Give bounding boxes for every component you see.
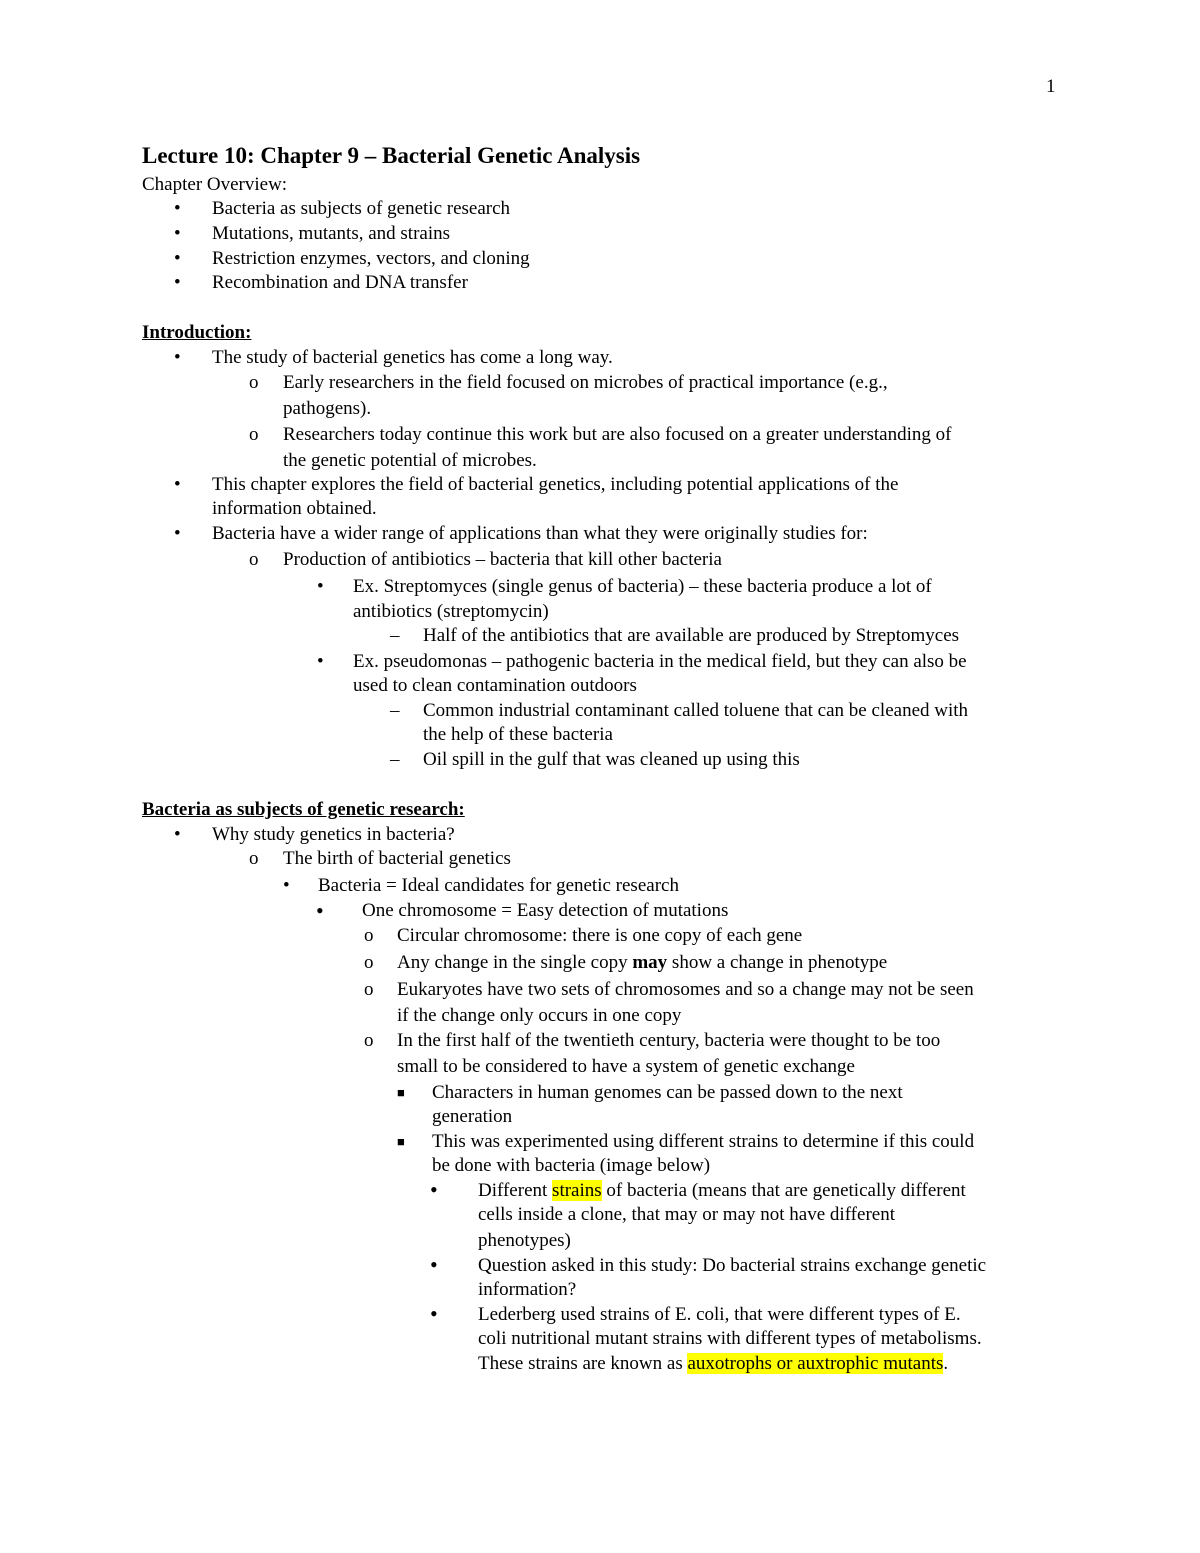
list-item: Eukaryotes have two sets of chromosomes and so a change may not be seen [397,979,974,1000]
list-item: Ex. pseudomonas – pathogenic bacteria in the medical field, but they can also be [353,651,967,672]
list-item: Common industrial contaminant called toluene that can be cleaned with [423,700,969,721]
bullet-icon: • [174,523,181,544]
page-number: 1 [1046,76,1056,97]
bullet-icon: • [174,347,181,368]
list-item: Production of antibiotics – bacteria that kill other bacteria [283,549,722,570]
dash-bullet-icon: – [390,700,400,721]
list-item: Researchers today continue this work but are also focused on a greater understanding of [283,424,952,445]
overview-label: Chapter Overview: [142,174,288,195]
list-item-continuation: used to clean contamination outdoors [353,675,637,696]
list-item-continuation [478,1352,948,1376]
list-item: Oil spill in the gulf that was cleaned up using this [423,749,800,770]
circle-bullet-icon: o [364,925,374,946]
square-bullet-icon: ■ [397,1085,405,1100]
list-item: The birth of bacterial genetics [283,848,511,869]
text-run: These strains are known as [478,1353,688,1374]
document-title: Lecture 10: Chapter 9 – Bacterial Genetic Analysis [142,143,641,168]
circle-bullet-icon: o [249,424,259,445]
bullet-icon: • [430,1252,438,1277]
list-item: The study of bacterial genetics has come a long way. [212,347,613,368]
circle-bullet-icon: o [364,979,374,1000]
highlighted-text: strains [552,1180,602,1201]
bullet-icon: • [174,198,181,219]
list-item [478,1179,966,1203]
list-item: Question asked in this study: Do bacterial strains exchange genetic [478,1255,987,1276]
list-item-continuation: information? [478,1279,577,1300]
list-item-continuation: pathogens). [283,398,372,419]
list-item: Ex. Streptomyces (single genus of bacteria) – these bacteria produce a lot of [353,576,932,597]
bullet-icon: • [174,248,181,269]
overview-item: Restriction enzymes, vectors, and cloning [212,248,530,269]
bullet-icon: • [174,223,181,244]
list-item-continuation: small to be considered to have a system of genetic exchange [397,1056,855,1077]
list-item: This chapter explores the field of bacterial genetics, including potential applications of the [212,474,899,495]
list-item-continuation: if the change only occurs in one copy [397,1005,682,1026]
text-run: of bacteria (means that are genetically different [601,1180,966,1201]
list-item: Lederberg used strains of E. coli, that were different types of E. [478,1304,961,1325]
list-item: Bacteria = Ideal candidates for genetic research [318,875,679,896]
list-item-continuation: be done with bacteria (image below) [432,1155,711,1176]
bullet-icon: • [174,272,181,293]
list-item-continuation: cells inside a clone, that may or may not have different [478,1204,895,1225]
list-item: Characters in human genomes can be passed down to the next [432,1082,903,1103]
list-item-continuation: the genetic potential of microbes. [283,450,537,471]
dash-bullet-icon: – [390,749,400,770]
text-run: show a change in phenotype [667,952,888,973]
circle-bullet-icon: o [249,372,259,393]
list-item: In the first half of the twentieth century, bacteria were thought to be too [397,1030,941,1051]
circle-bullet-icon: o [364,952,374,973]
text-run: Any change in the single copy [397,952,633,973]
list-item-continuation: antibiotics (streptomycin) [353,601,549,622]
bullet-icon: • [174,474,181,495]
list-item [397,951,887,975]
highlighted-text: auxotrophs or auxtrophic mutants [687,1353,944,1374]
list-item-continuation: generation [432,1106,513,1127]
list-item: This was experimented using different strains to determine if this could [432,1131,975,1152]
text-run: Different [478,1180,553,1201]
list-item-continuation: the help of these bacteria [423,724,613,745]
circle-bullet-icon: o [364,1030,374,1051]
bullet-icon: • [174,824,181,845]
bold-text: may [632,952,668,973]
list-item: Early researchers in the field focused on microbes of practical importance (e.g., [283,372,888,393]
list-item: One chromosome = Easy detection of mutations [362,900,729,921]
list-item: Circular chromosome: there is one copy of each gene [397,925,803,946]
circle-bullet-icon: o [249,549,259,570]
bullet-icon: • [317,576,324,597]
section-heading-research: Bacteria as subjects of genetic research: [142,799,465,820]
list-item-continuation: coli nutritional mutant strains with different types of metabolisms. [478,1328,982,1349]
text-run: . [943,1353,949,1374]
list-item: Why study genetics in bacteria? [212,824,455,845]
list-item: Bacteria have a wider range of applications than what they were originally studies for: [212,523,868,544]
square-bullet-icon: ■ [397,1134,405,1149]
list-item-continuation: phenotypes) [478,1230,571,1251]
section-heading-introduction: Introduction: [142,322,252,343]
overview-item: Recombination and DNA transfer [212,272,468,293]
list-item-continuation: information obtained. [212,498,377,519]
bullet-icon: • [430,1177,438,1202]
bullet-icon: • [283,875,290,896]
list-item: Half of the antibiotics that are available are produced by Streptomyces [423,625,960,646]
overview-item: Bacteria as subjects of genetic research [212,198,511,219]
bullet-icon: • [317,651,324,672]
circle-bullet-icon: o [249,848,259,869]
bullet-icon: • [316,898,324,923]
bullet-icon: • [430,1301,438,1326]
overview-item: Mutations, mutants, and strains [212,223,451,244]
dash-bullet-icon: – [390,625,400,646]
